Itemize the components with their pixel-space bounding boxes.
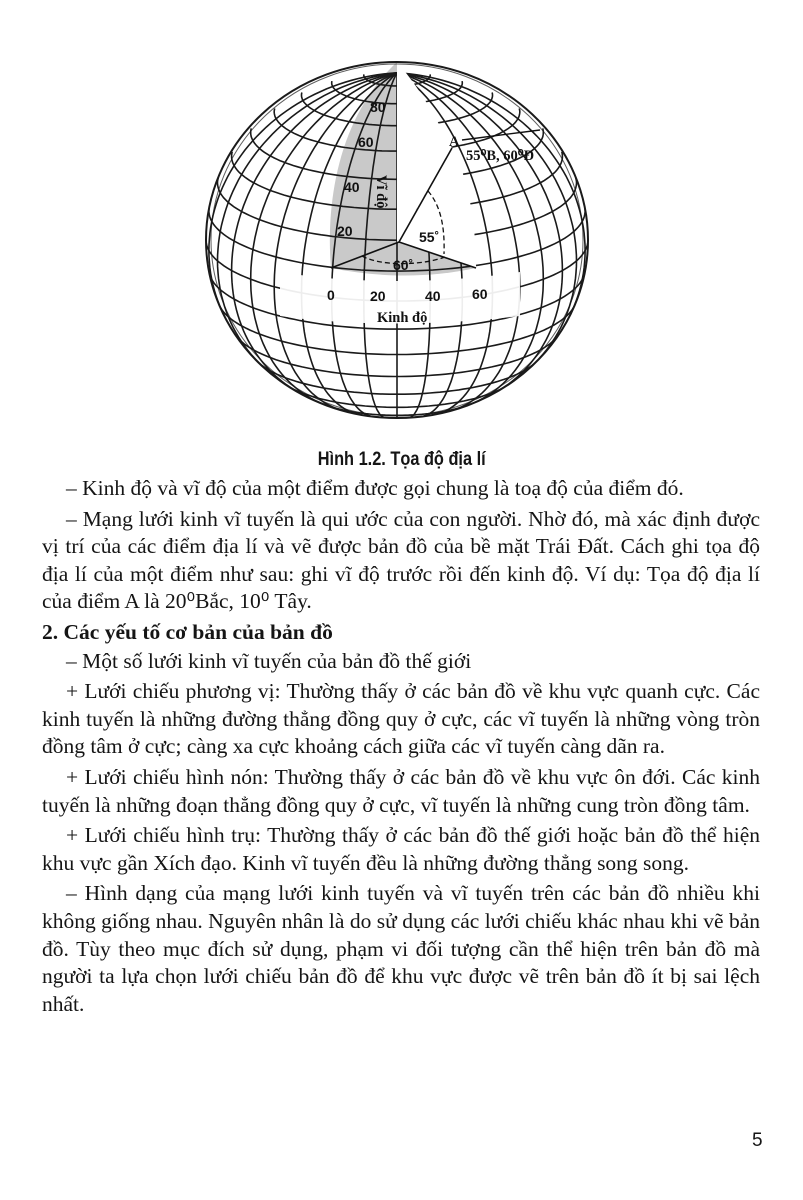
page-number: 5 <box>752 1130 763 1151</box>
longitude-angle-label: 60˚ <box>393 257 414 273</box>
paragraph-azimuthal: + Lưới chiếu phương vị: Thường thấy ở các bản đồ về khu vực quanh cực. Các kinh tuyến là những đường thẳng đồng quy ở cực, các vĩ tuyến là những vòng tròn đồng tâm ở cực; càng xa cực khoảng cách giữa các vĩ tuyến càng dãn ra. <box>42 679 760 759</box>
latitude-axis-title: Vĩ độ <box>373 175 389 209</box>
paragraph-conic: + Lưới chiếu hình nón: Thường thấy ở các bản đồ về khu vực ôn đới. Các kinh tuyến là những đoạn thẳng đồng quy ở cực, vĩ tuyến là những cung tròn đồng tâm. <box>42 764 760 817</box>
point-a-label: A <box>449 134 460 150</box>
globe-diagram <box>0 0 803 440</box>
paragraph-graticule: – Mạng lưới kinh vĩ tuyến là qui ước của con người. Nhờ đó, mà xác định được vị trí của các điểm địa lí và vẽ được bản đồ của bề mặt Trái Đất. Cách ghi tọa độ địa lí của một điểm như sau: ghi vĩ độ trước rồi đến kinh độ. Ví dụ: Tọa độ địa lí của điểm A là 20⁰Bắc, 10⁰ Tây. <box>42 506 760 614</box>
globe-figure <box>0 0 803 440</box>
lon-tick-0: 0 <box>327 287 335 303</box>
body-text <box>42 475 760 1021</box>
point-a-pointer <box>462 130 540 140</box>
lon-tick-20: 20 <box>370 288 386 304</box>
paragraph-coordinates-definition: – Kinh độ và vĩ độ của một điểm được gọi chung là toạ độ của điểm đó. <box>66 476 684 500</box>
figure-caption: Hình 1.2. Tọa độ địa lí <box>317 449 486 470</box>
paragraph-cylindrical: + Lưới chiếu hình trụ: Thường thấy ở các bản đồ thế giới hoặc bản đồ thể hiện khu vực gần Xích đạo. Kinh vĩ tuyến đều là những đường thẳng song song. <box>42 823 760 875</box>
lon-tick-40: 40 <box>425 288 441 304</box>
paragraph-graticule-types: – Một số lưới kinh vĩ tuyến của bản đồ thế giới <box>66 648 472 673</box>
lat-tick-60: 60 <box>358 134 374 150</box>
lon-tick-60: 60 <box>472 286 488 302</box>
longitude-axis-title: Kinh độ <box>377 310 428 326</box>
lat-tick-20: 20 <box>337 223 353 239</box>
lat-tick-40: 40 <box>344 179 360 195</box>
section-heading: 2. Các yếu tố cơ bản của bản đồ <box>42 619 333 644</box>
lat-tick-80: 80 <box>370 99 386 115</box>
point-a-coordinates: 55⁰B, 60⁰Đ <box>466 148 535 164</box>
paragraph-shape-differences: – Hình dạng của mạng lưới kinh tuyến và vĩ tuyến trên các bản đồ nhiều khi không giống nhau. Nguyên nhân là do sử dụng các lưới chiếu khác nhau khi vẽ bản đồ. Tùy theo mục đích sử dụng, phạm vi đối tượng cần thể hiện trên bản đồ mà người ta lựa chọn lưới chiếu bản đồ để khu vực được vẽ trên bản đồ ít bị sai lệch nhất. <box>42 881 760 1016</box>
latitude-angle-label: 55˚ <box>419 229 440 245</box>
